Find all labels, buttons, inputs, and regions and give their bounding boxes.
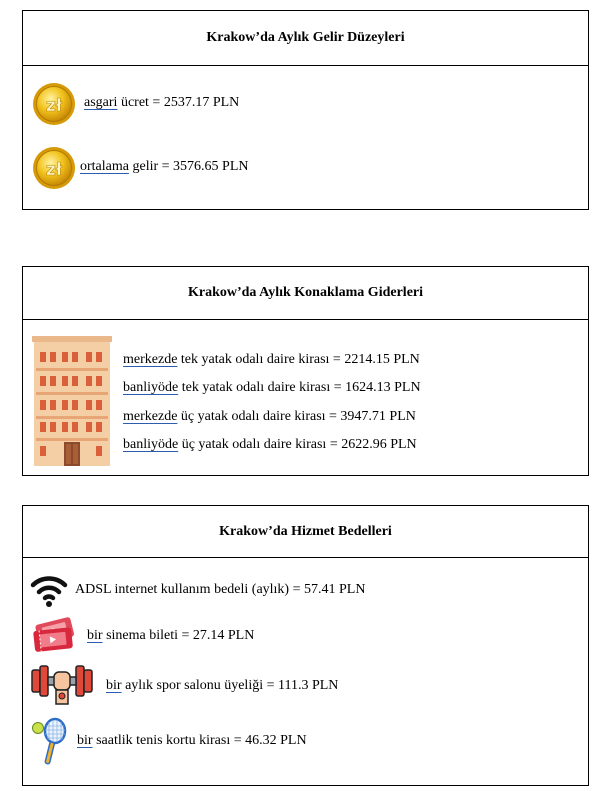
housing-item-1 [123, 352, 420, 368]
wifi-icon [30, 572, 68, 608]
service-item-link[interactable]: bir [87, 628, 103, 643]
housing-item-text: tek yatak odalı daire kirası = 2214.15 PLN [177, 352, 420, 367]
housing-item-4 [123, 437, 417, 453]
zloty-coin-icon [32, 82, 76, 126]
service-item-link[interactable]: bir [77, 733, 93, 748]
housing-item-3 [123, 409, 416, 425]
income-item-text: gelir = 3576.65 PLN [128, 159, 249, 174]
housing-item-link[interactable]: banliyöde [123, 437, 179, 452]
service-item-gym [106, 678, 338, 694]
apartment-building-icon [32, 334, 112, 466]
housing-item-text: üç yatak odalı daire kirası = 2622.96 PLN [178, 437, 417, 452]
housing-item-link[interactable]: merkezde [123, 352, 178, 367]
income-item-text: ücret = 2537.17 PLN [117, 95, 240, 110]
housing-item-2 [123, 380, 421, 396]
tennis-racket-icon [30, 717, 70, 767]
services-section-title: Krakow’da Hizmet Bedelleri [23, 506, 588, 558]
service-item-text: sinema bileti = 27.14 PLN [102, 628, 255, 643]
service-item-text: aylık spor salonu üyeliği = 111.3 PLN [121, 678, 339, 693]
income-item-link[interactable]: asgari [84, 95, 118, 110]
zloty-coin-icon [32, 146, 76, 190]
service-item-text: ADSL internet kullanım bedeli (aylık) = 57.41 PLN [75, 582, 366, 597]
housing-item-text: üç yatak odalı daire kirası = 3947.71 PLN [177, 409, 416, 424]
housing-item-link[interactable]: merkezde [123, 409, 178, 424]
service-item-tennis [77, 733, 307, 749]
service-item-link[interactable]: bir [106, 678, 122, 693]
income-section-title: Krakow’da Aylık Gelir Düzeyleri [23, 11, 588, 66]
income-item-average [80, 159, 248, 175]
income-item-minimum [84, 95, 239, 111]
svg-text:zł: zł [45, 160, 63, 180]
dumbbell-icon [30, 660, 94, 710]
income-item-link[interactable]: ortalama [80, 159, 129, 174]
housing-item-text: tek yatak odalı daire kirası = 1624.13 PLN [178, 380, 421, 395]
svg-text:zł: zł [45, 96, 63, 116]
service-item-cinema [87, 628, 254, 644]
housing-section-title: Krakow’da Aylık Konaklama Giderleri [23, 267, 588, 320]
cinema-ticket-icon [30, 617, 78, 655]
service-item-text: saatlik tenis kortu kirası = 46.32 PLN [92, 733, 307, 748]
housing-item-link[interactable]: banliyöde [123, 380, 179, 395]
service-item-internet [75, 582, 365, 598]
